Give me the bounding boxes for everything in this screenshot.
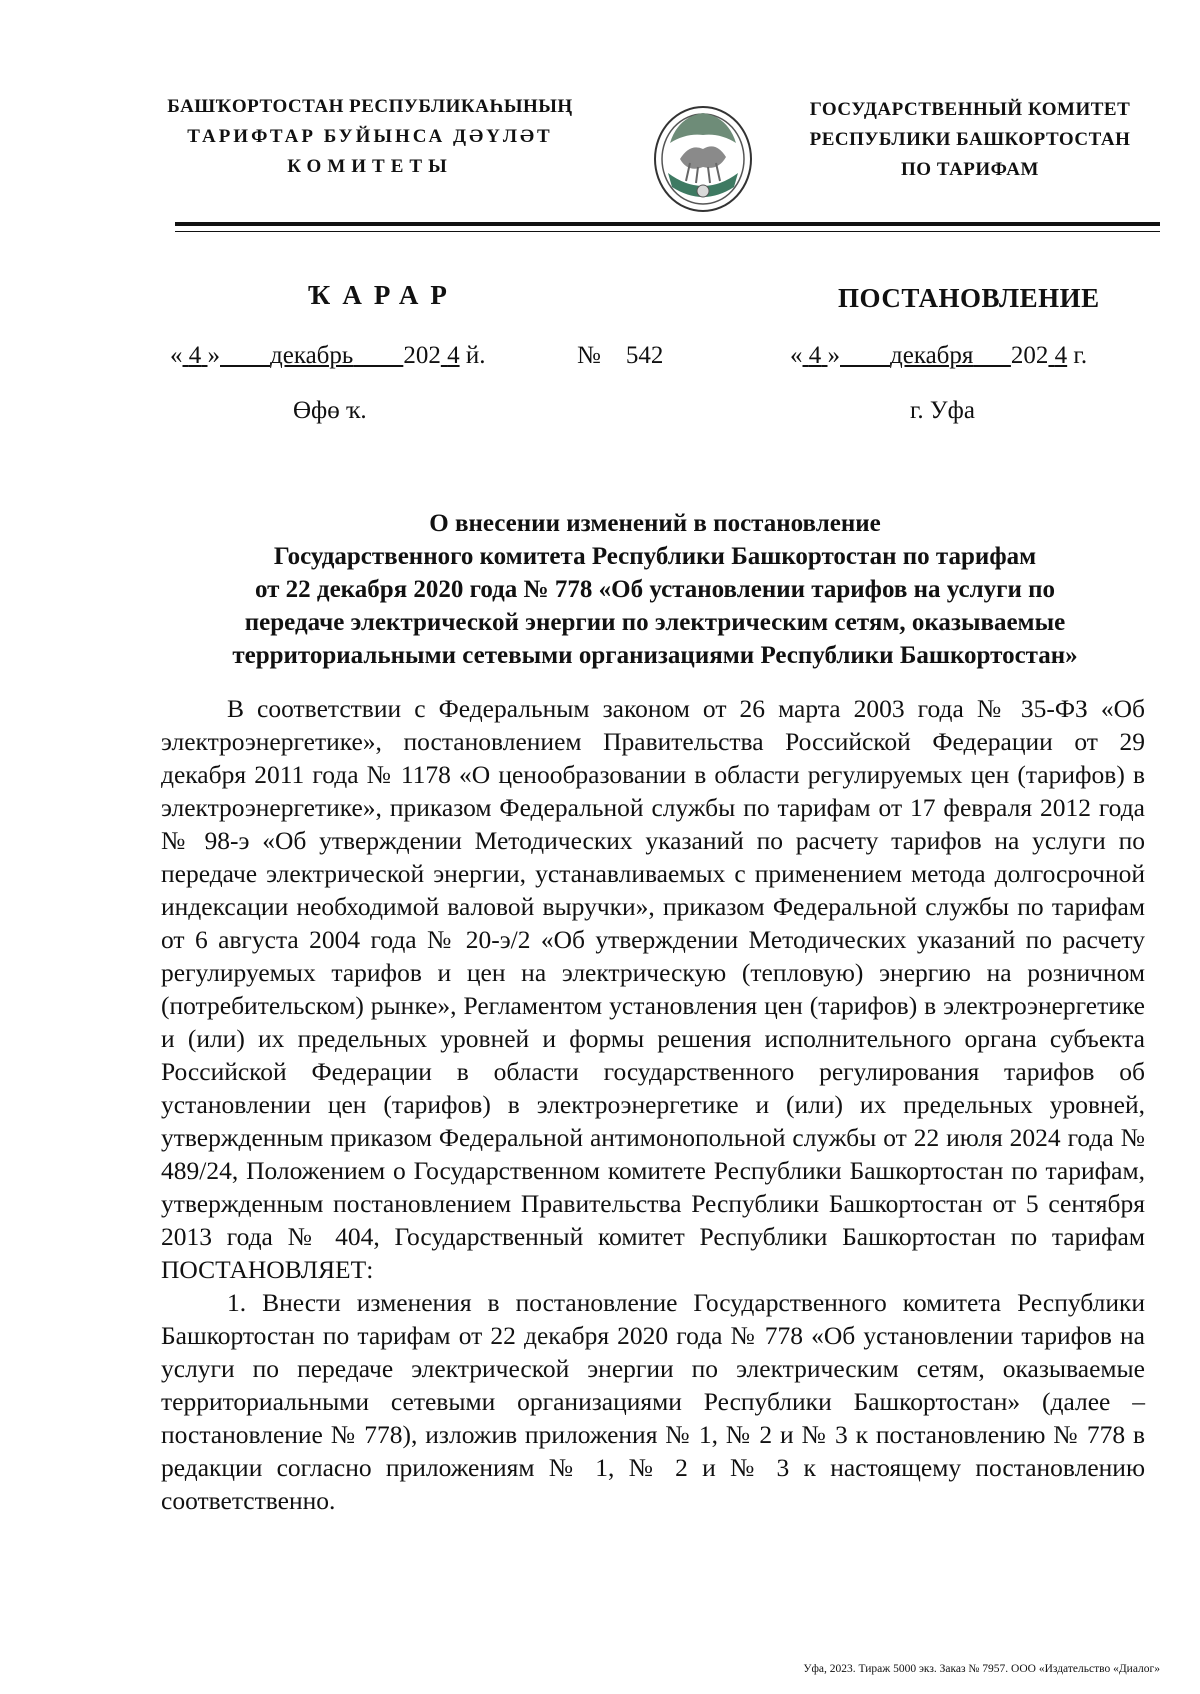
- date-month: декабрь: [270, 342, 354, 369]
- header-divider-thick: [175, 222, 1160, 226]
- bashkortostan-emblem-icon: [650, 103, 756, 215]
- doc-type-russian: ПОСТАНОВЛЕНИЕ: [838, 283, 1100, 313]
- print-footer: Уфа, 2023. Тираж 5000 экз. Заказ № 7957. ООО «Издательство «Диалог»: [803, 1663, 1160, 1675]
- title-line-5: территориальными сетевыми организациями Республики Башкортостан»: [232, 642, 1078, 669]
- date-day: 4: [808, 342, 822, 369]
- date-year-prefix: 202: [1010, 342, 1049, 369]
- preamble-paragraph: В соответствии с Федеральным законом от 26 марта 2003 года № 35-ФЗ «Об электроэнергетике», постановлением Правительства Российской Федерации от 29 декабря 2011 года № 1178 «О ценообразовании в области регулируемых цен (тарифов) в электроэнергетике», приказом Федеральной службы по тарифам от 17 февраля 2012 года № 98-э «Об утверждении Методических указаний по расчету тарифов на услуги по передаче электрической энергии, устанавливаемых с применением метода долгосрочной индексации необходимой валовой выручки», приказом Федеральной службы по тарифам от 6 августа 2004 года № 20-э/2 «Об утверждении Методических указаний по расчету регулируемых тарифов и цен на электрическую (тепловую) энергию на розничном (потребительском) рынке», Регламентом установления цен (тарифов) в электроэнергетике и (или) их предельных уровней и формы решения исполнительного органа субъекта Российской Федерации в области государственного регулирования тарифов об установлении цен (тарифов) в электроэнергетике и (или) их предельных уровней, утвержденным приказом Федеральной антимонопольной службы от 22 июля 2024 года № 489/24, Положением о Государственном комитете Республики Башкортостан по тарифам, утвержденным постановлением Правительства Республики Башкортостан от 5 сентября 2013 года № 404, Государственный комитет Республики Башкортостан по тарифам ПОСТАНОВЛЯЕТ:: [161, 694, 1145, 1284]
- issuer-russian-line-1: ГОСУДАРСТВЕННЫЙ КОМИТЕТ: [809, 99, 1131, 120]
- date-open-quote: «: [790, 342, 803, 369]
- date-open-quote: «: [170, 342, 183, 369]
- issuer-bashkir-line-1: БАШҠОРТОСТАН РЕСПУБЛИКАҺЫНЫҢ: [167, 96, 573, 117]
- date-close-quote: »: [827, 342, 840, 369]
- number-sign: №: [577, 342, 601, 369]
- date-year-prefix: 202: [403, 342, 441, 369]
- city-russian: г. Уфа: [910, 397, 975, 424]
- date-month: декабря: [890, 342, 974, 369]
- issuer-russian-line-2: РЕСПУБЛИКИ БАШКОРТОСТАН: [809, 129, 1131, 150]
- issuer-bashkir-line-3: КОМИТЕТЫ: [287, 156, 453, 177]
- issuer-bashkir-line-2: ТАРИФТАР БУЙЫНСА ДӘҮЛӘТ: [187, 126, 553, 147]
- title-line-1: О внесении изменений в постановление: [429, 510, 881, 537]
- title-line-3: от 22 декабря 2020 года № 778 «Об установлении тарифов на услуги по: [254, 576, 1056, 603]
- title-line-2: Государственного комитета Республики Башкортостан по тарифам: [273, 543, 1037, 570]
- issuer-name-bashkir: [160, 92, 580, 182]
- date-bashkir: [170, 342, 485, 370]
- date-suffix: й.: [465, 342, 486, 369]
- doc-type-bashkir: ҠАРАР: [308, 280, 459, 310]
- issuer-russian-line-3: ПО ТАРИФАМ: [901, 159, 1039, 180]
- date-year-digit: 4: [1054, 342, 1068, 369]
- document-number: [577, 342, 663, 370]
- date-day: 4: [188, 342, 202, 369]
- document-body: [161, 692, 1145, 1517]
- clause-1-paragraph: 1. Внести изменения в постановление Государственного комитета Республики Башкортостан по тарифам от 22 декабря 2020 года № 778 «Об установлении тарифов на услуги по передаче электрической энергии по электрическим сетям, оказываемые территориальными сетевыми организациями Республики Башкортостан» (далее – постановление № 778), изложив приложения № 1, № 2 и № 3 к постановлению № 778 в редакции согласно приложениям № 1, № 2 и № 3 к настоящему постановлению соответственно.: [161, 1288, 1145, 1515]
- header-divider-thin: [175, 231, 1160, 232]
- document-title: [160, 507, 1150, 672]
- title-line-4: передаче электрической энергии по электрическим сетям, оказываемые: [244, 609, 1066, 636]
- date-year-digit: 4: [447, 342, 460, 369]
- city-bashkir: Өфө ҡ.: [293, 397, 367, 424]
- date-close-quote: »: [207, 342, 220, 369]
- number-value: 542: [625, 342, 664, 369]
- date-russian: [790, 342, 1087, 370]
- issuer-name-russian: [780, 95, 1160, 185]
- date-suffix: г.: [1073, 342, 1088, 369]
